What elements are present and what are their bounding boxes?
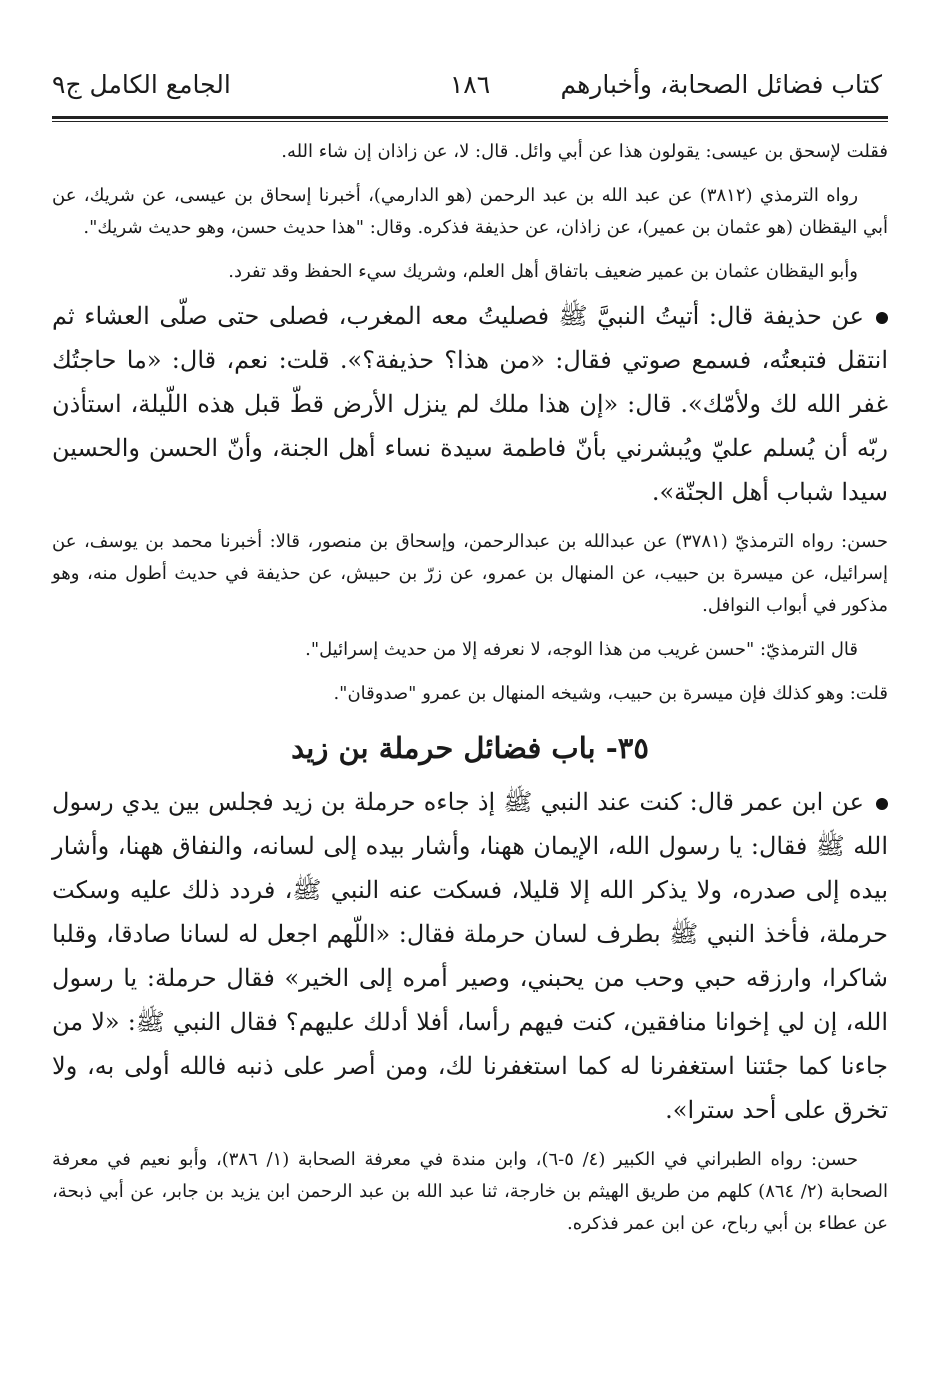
bullet-icon: [876, 312, 888, 324]
note-paragraph: قال الترمذيّ: "حسن غريب من هذا الوجه، لا نعرفه إلا من حديث إسرائيل".: [305, 639, 858, 660]
chapter-heading: ٣٥- باب فضائل حرملة بن زيد: [291, 731, 649, 765]
note-paragraph: وأبو اليقظان عثمان بن عمير ضعيف باتفاق أهل العلم، وشريك سيء الحفظ وقد تفرد.: [228, 261, 858, 282]
note-paragraph: حسن: رواه الترمذيّ (٣٧٨١) عن عبدالله بن عبدالرحمن، وإسحاق بن منصور، قالا: أخبرنا محمد بن يوسف، عن إسرائيل، عن ميسرة بن حبيب، عن المنهال بن عمرو، عن زرّ بن حبيش، عن حذيفة في حديث أطول منه، وهو مذكور في أبواب النوافل.: [52, 531, 889, 616]
page-number: ١٨٦: [449, 70, 491, 99]
header-rule-thin: [52, 121, 888, 122]
page-content: [52, 58, 888, 1240]
hadith-paragraph: [52, 294, 888, 514]
bullet-icon: [876, 798, 888, 810]
hadith-text: عن ابن عمر قال: كنت عند النبي ﷺ إذ جاءه حرملة بن زيد فجلس بين يدي رسول الله ﷺ فقال: يا رسول الله، الإيمان ههنا، وأشار بيده إلى لسانه، والنفاق ههنا، وأشار بيده إلى صدره، ولا يذكر الله إلا قليلا، فسكت عنه النبي ﷺ، فردد ذلك عليه وسكت حرملة، فأخذ النبي ﷺ بطرف لسان حرملة فقال: «اللّهم اجعل له لسانا صادقا، وقلبا شاكرا، وارزقه حبي وحب من يحبني، وصير أمره إلى الخير» فقال حرملة: يا رسول الله، إن لي إخوانا منافقين، كنت فيهم رأسا، أفلا أدلك عليهم؟ فقال النبي ﷺ: «لا من جاءنا كما جئتنا استغفرنا له كما استغفرنا لك، ومن أصر على ذنبه فالله أولى به، ولا تخرق على أحد سترا».: [52, 788, 889, 1124]
note-paragraph: رواه الترمذي (٣٨١٢) عن عبد الله بن عبد الرحمن (هو الدارمي)، أخبرنا إسحاق بن عيسى، عن شريك، عن أبي اليقظان (هو عثمان بن عمير)، عن زاذان، عن حذيفة فذكره. وقال: "هذا حديث حسن، وهو حديث شريك".: [52, 185, 888, 238]
volume-label: الجامع الكامل ج٩: [52, 70, 231, 99]
header-rule-thick: [52, 116, 888, 119]
note-paragraph: قلت: وهو كذلك فإن ميسرة بن حبيب، وشيخه المنهال بن عمرو "صدوقان".: [333, 683, 888, 704]
hadith-paragraph: [52, 780, 888, 1132]
note-paragraph: حسن: رواه الطبراني في الكبير (٤/ ٥-٦)، وابن مندة في معرفة الصحابة (١/ ٣٨٦)، وأبو نعيم في معرفة الصحابة (٢/ ٨٦٤) كلهم من طريق الهيثم بن خارجة، ثنا عبد الله بن عبد الرحمن ابن يزيد بن جابر، عن أبي ذبحة، عن عطاء بن أبي رباح، عن ابن عمر فذكره.: [52, 1149, 888, 1234]
note-paragraph: فقلت لإسحق بن عيسى: يقولون هذا عن أبي وائل. قال: لا، عن زاذان إن شاء الله.: [281, 141, 888, 162]
book-title: كتاب فضائل الصحابة، وأخبارهم: [560, 70, 882, 99]
running-header: [52, 58, 888, 108]
hadith-text: عن حذيفة قال: أتيتُ النبيَّ ﷺ فصليتُ معه المغرب، فصلى حتى صلّى العشاء ثم انتقل فتبعتُه، فسمع صوتي فقال: «من هذا؟ حذيفة؟». قلت: نعم، قال: «ما حاجتُك غفر الله لك ولأمّك». قال: «إن هذا ملك لم ينزل الأرض قطّ قبل هذه اللّيلة، استأذن ربّه أن يُسلم عليّ ويُبشرني بأنّ فاطمة سيدة نساء أهل الجنة، وأنّ الحسن والحسين سيدا شباب أهل الجنّة».: [52, 302, 889, 506]
